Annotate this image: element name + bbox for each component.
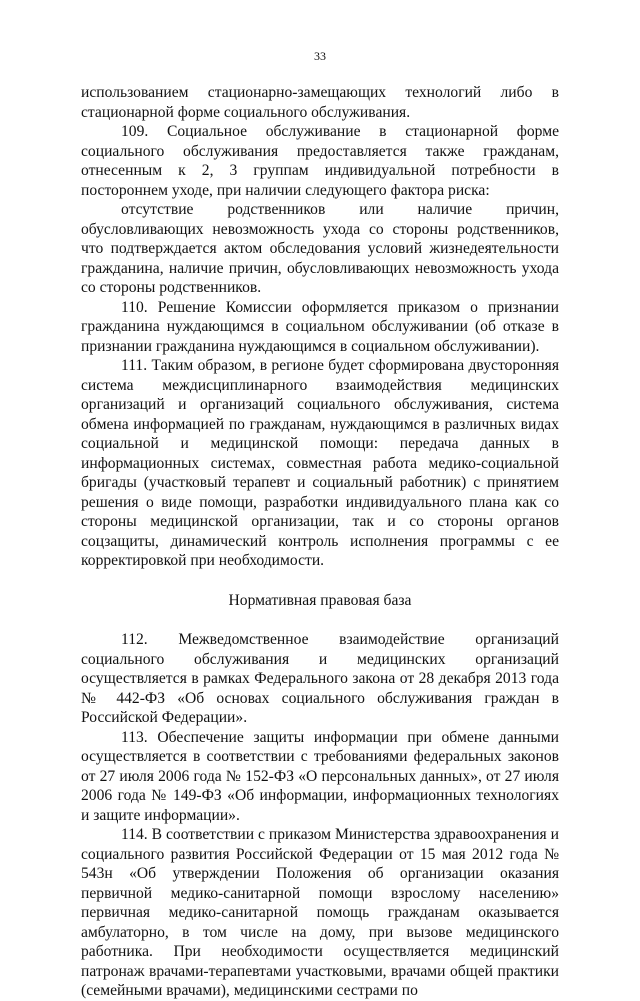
paragraph: 114. В соответствии с приказом Министерства здравоохранения и социального развития Российской Федерации от 15 мая 2012 года № 543н «Об утверждении Положения об организации оказания первичной медико-санитарной помощи взрослому населению» первичная медико-санитарной помощь гражданам оказывается амбулаторно, в том числе на дому, при вызове медицинского работника. При необходимости осуществляется медицинский патронаж врачами-терапевтами участковыми, врачами общей практики (семейными врачами), медицинскими сестрами по bbox=[81, 826, 559, 999]
paragraph: отсутствие родственников или наличие причин, обусловливающих невозможность ухода со стороны родственников, что подтверждается актом обследования условий жизнедеятельности гражданина, наличие причин, обусловливающих невозможность ухода со стороны родственников. bbox=[81, 201, 559, 296]
section-heading: Нормативная правовая база bbox=[228, 591, 412, 609]
paragraph: 111. Таким образом, в регионе будет сформирована двусторонняя система междисциплинарного взаимодействия медицинских организаций и организаций социального обслуживания, система обмена информацией по гражданам, нуждающимся в различных видах социальной и медицинской помощи: передача данных в информационных системах, совместная работа медико-социальной бригады (участковый терапевт и социальный работник) с принятием решения о виде помощи, разработки индивидуального плана как со стороны медицинской организации, так и со стороны органов соцзащиты, динамический контроль исполнения программы с ее корректировкой при необходимости. bbox=[81, 357, 559, 569]
paragraph: 113. Обеспечение защиты информации при обмене данными осуществляется в соответствии с требованиями федеральных законов от 27 июля 2006 года № 152-ФЗ «О персональных данных», от 27 июля 2006 года № 149-ФЗ «Об информации, информационных технологиях и защите информации». bbox=[81, 728, 559, 824]
paragraph: 109. Социальное обслуживание в стационарной форме социального обслуживания предоставляется также гражданам, отнесенным к 2, 3 группам индивидуальной потребности в постороннем уходе, при наличии следующего фактора риска: bbox=[81, 123, 559, 199]
page-number: 33 bbox=[314, 49, 326, 63]
paragraph: 112. Межведомственное взаимодействие организаций социального обслуживания и медицинских организаций осуществляется в рамках Федерального закона от 28 декабря 2013 года № 442-ФЗ «Об основах социального обслуживания граждан в Российской Федерации». bbox=[81, 631, 559, 726]
paragraph: использованием стационарно-замещающих технологий либо в стационарной форме социального обслуживания. bbox=[81, 84, 559, 121]
paragraph: 110. Решение Комиссии оформляется приказом о признании гражданина нуждающимся в социальном обслуживании (об отказе в признании гражданина нуждающимся в социальном обслуживании). bbox=[81, 298, 559, 355]
document-body bbox=[81, 83, 559, 1001]
section-paragraphs-bottom bbox=[81, 630, 559, 1001]
section-paragraphs-top bbox=[81, 83, 559, 571]
